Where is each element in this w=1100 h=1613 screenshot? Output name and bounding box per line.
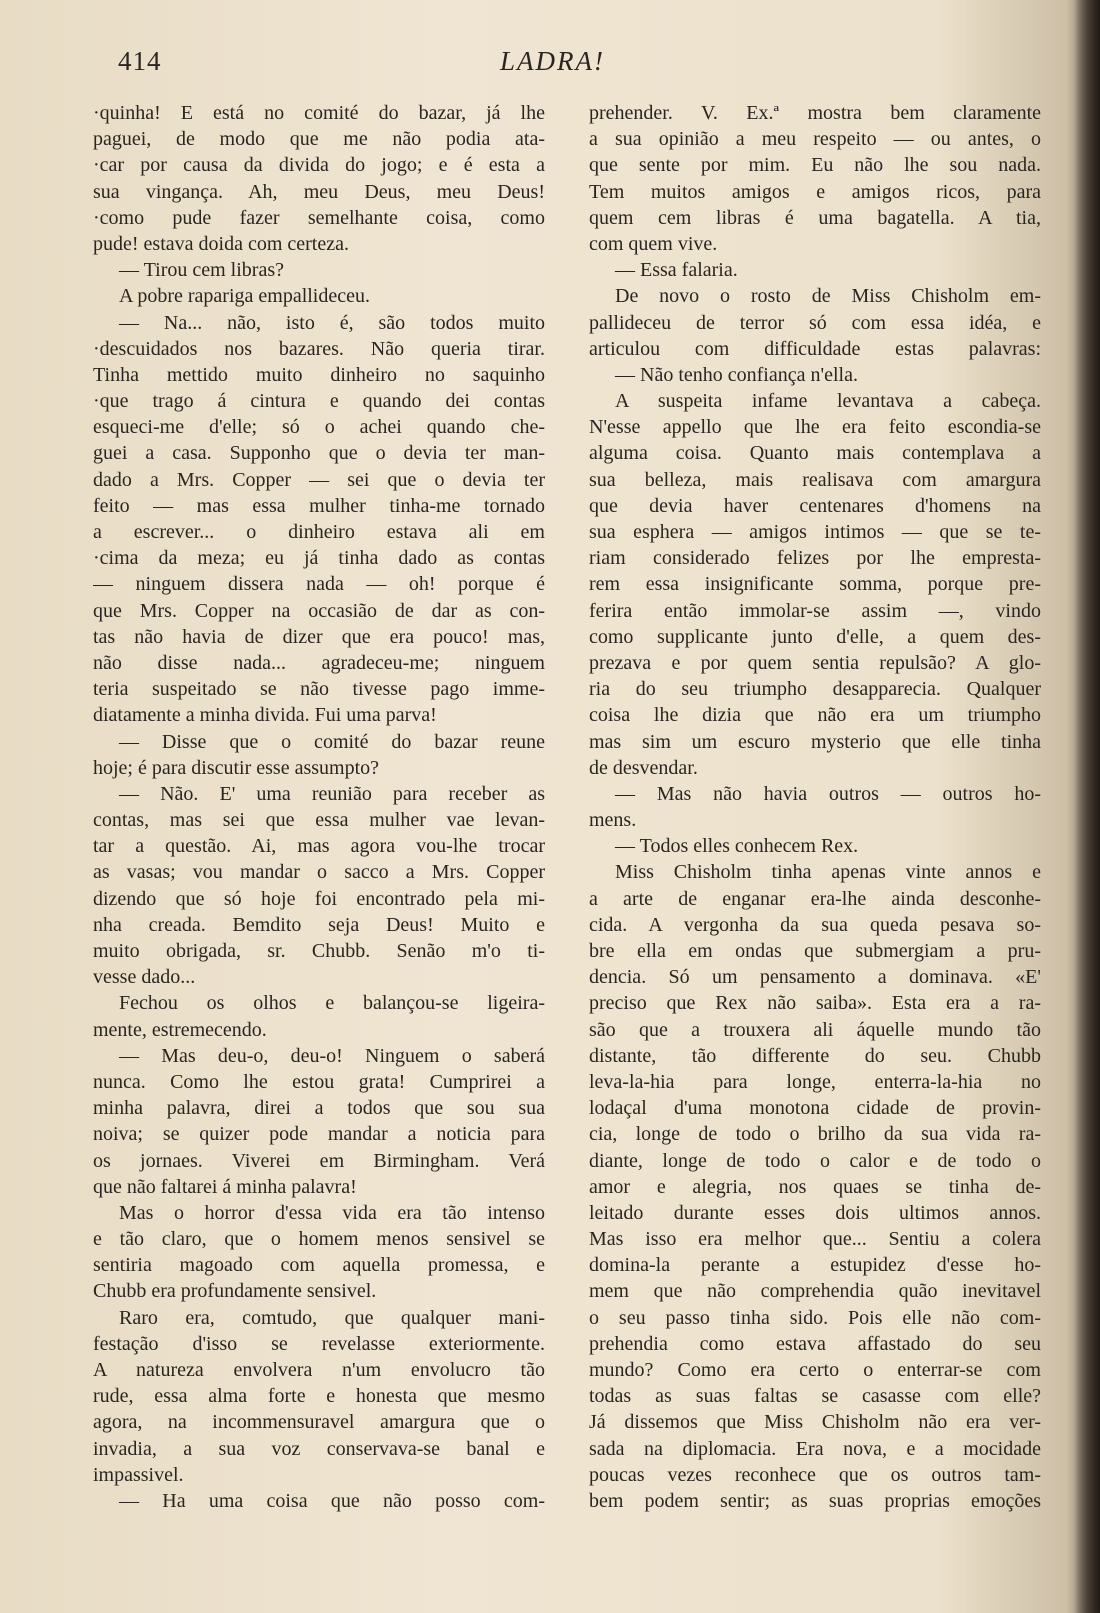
text-line: minha palavra, direi a todos que sou sua [93, 1097, 545, 1120]
text-line: ria do seu triumpho desapparecia. Qualquer [589, 678, 1041, 701]
text-line: preciso que Rex não saiba». Esta era a ra- [589, 992, 1041, 1015]
text-line: leitado durante esses dois ultimos annos. [589, 1201, 1041, 1224]
text-line: noiva; se quizer pode mandar a noticia para [93, 1123, 545, 1146]
text-line: De novo o rosto de Miss Chisholm em- [615, 285, 1041, 308]
text-line: diante, longe de todo o calor e de todo o [589, 1149, 1041, 1172]
text-line: Miss Chisholm tinha apenas vinte annos e [615, 861, 1041, 884]
text-line: sua vingança. Ah, meu Deus, meu Deus! [93, 180, 545, 203]
text-line: agora, na incommensuravel amargura que o [93, 1411, 545, 1434]
text-line: ferira então immolar-se assim —, vindo [589, 599, 1041, 622]
text-line: A pobre rapariga empallideceu. [119, 285, 370, 308]
text-line: dizendo que só hoje foi encontrado pela mi- [93, 887, 545, 910]
text-line: bre ella em ondas que submergiam a pru- [589, 940, 1041, 962]
text-line: — Disse que o comité do bazar reune [119, 730, 545, 753]
text-line: como supplicante junto d'elle, a quem des- [589, 625, 1041, 648]
text-line: domina-la perante a estupidez d'esse ho- [589, 1254, 1041, 1277]
text-line: mas sim um escuro mysterio que elle tinha [589, 730, 1041, 753]
text-line: não disse nada... agradeceu-me; ninguem [93, 651, 545, 674]
text-line: articulou com difficuldade estas palavras: [589, 337, 1041, 360]
text-line: ·que trago á cintura e quando dei contas [93, 390, 545, 413]
text-line: a escrever... o dinheiro estava ali em [93, 521, 545, 543]
text-line: Fechou os olhos e balançou-se ligeira- [119, 992, 545, 1015]
text-line: rem essa insignificante somma, porque pre- [589, 573, 1041, 596]
text-line: — Ha uma coisa que não posso com- [119, 1489, 545, 1512]
text-line: — ninguem dissera nada — oh! porque é [93, 573, 545, 596]
text-line: que não faltarei á minha palavra! [93, 1175, 357, 1198]
book-spine-shadow [1074, 0, 1100, 1613]
text-line: sada na diplomacia. Era nova, e a mocidade [589, 1437, 1041, 1460]
text-line: Chubb era profundamente sensivel. [93, 1280, 377, 1303]
text-line: sua esphera — amigos intimos — que se te- [589, 521, 1041, 543]
text-line: a sua opinião a meu respeito — ou antes, o [589, 128, 1041, 151]
page-number: 414 [118, 46, 162, 76]
text-line: de desvendar. [589, 756, 698, 779]
text-line: rude, essa alma forte e honesta que mesmo [93, 1385, 545, 1408]
text-line: poucas vezes reconhece que os outros tam- [589, 1463, 1041, 1486]
text-line: Mas o horror d'essa vida era tão intenso [119, 1201, 545, 1224]
text-line: são que a trouxera ali áquelle mundo tão [589, 1018, 1041, 1041]
text-line: mente, estremecendo. [93, 1018, 267, 1041]
text-line: impassivel. [93, 1463, 184, 1486]
right-text-column [589, 100, 1041, 1514]
text-line: sua belleza, mais realisava com amargura [589, 468, 1041, 491]
text-line: bem podem sentir; as suas proprias emoções [589, 1489, 1041, 1512]
text-line: distante, tão differente do seu. Chubb [589, 1044, 1041, 1067]
text-line: nunca. Como lhe estou grata! Cumprirei a [93, 1070, 545, 1093]
text-line: hoje; é para discutir esse assumpto? [93, 756, 380, 779]
text-line: mens. [589, 809, 637, 832]
text-line: que devia haver centenares d'homens na [589, 494, 1041, 517]
text-line: com quem vive. [589, 232, 718, 255]
running-title: LADRA! [500, 46, 605, 76]
text-line: riam considerado felizes por lhe empresta- [589, 547, 1041, 570]
text-line: N'esse appello que lhe era feito escondia-se [589, 416, 1041, 439]
text-line: amor e alegria, nos quaes se tinha de- [589, 1175, 1041, 1198]
text-line: dencia. Só um pensamento a dominava. «E' [589, 966, 1041, 989]
text-line: cida. A vergonha da sua queda pesava so- [589, 913, 1041, 936]
text-line: paguei, de modo que me não podia ata- [93, 128, 545, 151]
text-line: mem que não comprehendia quão inevitavel [589, 1280, 1041, 1303]
text-line: feito — mas essa mulher tinha-me tornado [93, 494, 545, 517]
text-line: esqueci-me d'elle; só o achei quando che- [93, 416, 545, 439]
text-line: contas, mas sei que essa mulher vae levan- [93, 809, 545, 832]
text-line: vesse dado... [93, 966, 196, 989]
text-line: — Não tenho confiança n'ella. [615, 363, 858, 386]
text-line: sentiria magoado com aquella promessa, e [93, 1254, 545, 1277]
text-line: ·como pude fazer semelhante coisa, como [93, 206, 545, 229]
text-line: — Todos elles conhecem Rex. [615, 835, 859, 858]
text-line: Mas isso era melhor que... Sentiu a colera [589, 1228, 1041, 1251]
text-line: todas as suas faltas se casasse com elle? [589, 1385, 1041, 1408]
text-line: tar a questão. Ai, mas agora vou-lhe trocar [93, 835, 545, 858]
text-line: lodaçal d'uma monotona cidade de provin- [589, 1097, 1041, 1120]
text-line: — Essa falaria. [615, 259, 738, 282]
text-line: guei a casa. Supponho que o devia ter man- [93, 442, 545, 465]
text-line: alguma coisa. Quanto mais contemplava a [589, 442, 1041, 465]
text-line: tas não havia de dizer que era pouco! mas, [93, 625, 545, 648]
text-line: o seu passo tinha sido. Pois elle não com- [589, 1306, 1041, 1329]
text-line: Já dissemos que Miss Chisholm não era ver- [589, 1411, 1041, 1434]
text-line: cia, longe de todo o brilho da sua vida ra- [589, 1123, 1041, 1146]
text-line: os jornaes. Viverei em Birmingham. Verá [93, 1149, 545, 1172]
text-line: coisa lhe dizia que não era um triumpho [589, 704, 1041, 727]
text-line: A natureza envolvera n'um envolucro tão [93, 1359, 545, 1381]
text-line: pude! estava doida com certeza. [93, 232, 349, 255]
text-line: — Não. E' uma reunião para receber as [119, 782, 545, 805]
text-line: nha creada. Bemdito seja Deus! Muito e [93, 913, 545, 936]
text-line: que sente por mim. Eu não lhe sou nada. [589, 154, 1041, 177]
text-line: ·descuidados nos bazares. Não queria tirar. [93, 337, 545, 360]
text-line: e tão claro, que o homem menos sensivel se [93, 1228, 545, 1251]
text-line: as vasas; vou mandar o sacco a Mrs. Copper [93, 861, 545, 884]
text-line: que Mrs. Copper na occasião de dar as con- [93, 599, 545, 622]
text-line: mundo? Como era certo o enterrar-se com [589, 1359, 1041, 1381]
text-line: diatamente a minha divida. Fui uma parva! [93, 704, 437, 727]
text-line: prehendia como estava affastado do seu [589, 1332, 1041, 1355]
text-line: a arte de enganar era-lhe ainda desconhe- [589, 887, 1041, 910]
text-line: prezava e por quem sentia repulsão? A glo- [589, 651, 1041, 674]
text-line: A suspeita infame levantava a cabeça. [615, 390, 1041, 413]
text-line: — Mas deu-o, deu-o! Ninguem o saberá [119, 1044, 545, 1067]
text-line: quem cem libras é uma bagatella. A tia, [589, 206, 1041, 229]
text-line: festação d'isso se revelasse exteriormente. [93, 1332, 545, 1355]
text-line: prehender. V. Ex.ª mostra bem claramente [589, 102, 1041, 124]
text-line: — Na... não, isto é, são todos muito [119, 311, 545, 334]
text-line: ·quinha! E está no comité do bazar, já lhe [93, 102, 545, 124]
text-line: muito obrigada, sr. Chubb. Senão m'o ti- [93, 940, 545, 962]
text-line: dado a Mrs. Copper — sei que o devia ter [93, 468, 545, 491]
text-line: ·cima da meza; eu já tinha dado as contas [93, 547, 545, 570]
text-line: Raro era, comtudo, que qualquer mani- [119, 1306, 545, 1329]
text-line: teria suspeitado se não tivesse pago imme- [93, 678, 545, 701]
text-line: — Tirou cem libras? [119, 259, 284, 282]
left-text-column [93, 100, 545, 1514]
text-line: Tem muitos amigos e amigos ricos, para [589, 180, 1041, 203]
text-line: Tinha mettido muito dinheiro no saquinho [93, 363, 545, 386]
text-line: — Mas não havia outros — outros ho- [615, 782, 1041, 805]
text-line: pallideceu de terror só com essa idéa, e [589, 311, 1041, 334]
text-line: leva-la-hia para longe, enterra-la-hia no [589, 1070, 1041, 1093]
text-line: invadia, a sua voz conservava-se banal e [93, 1437, 545, 1460]
text-line: ·car por causa da divida do jogo; e é esta a [93, 154, 545, 177]
